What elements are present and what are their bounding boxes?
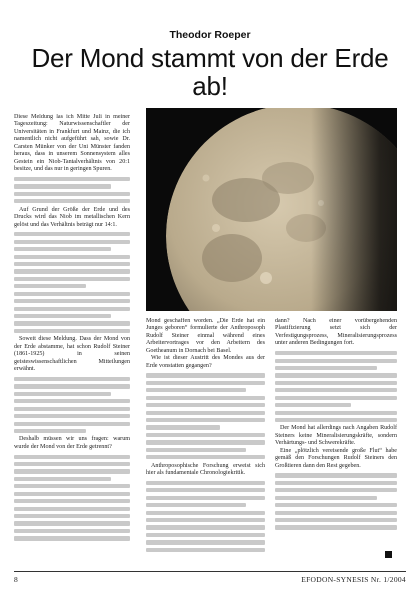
paragraph: Anthroposophische Forschung erweist sich hier als fundamentale Chronologiekritik. — [146, 462, 265, 477]
article-headline: Der Mond stammt von der Erde ab! — [31, 43, 389, 101]
article-column-3 — [275, 318, 397, 564]
paragraph: Auf Grund der Größe der Erde und des Drucks wird das Niob im metallischen Kern gelöst und das Verhältnis beträgt nur 14:1. — [14, 206, 130, 228]
paragraph: Eine „plötzlich vereisende große Flut“ habe gemäß den Forschungen Rudolf Steiners den Großtieren dann den Rest gegeben. — [275, 447, 397, 469]
article-column-2 — [146, 318, 265, 564]
page-number: 8 — [14, 575, 18, 584]
paragraph: Der Mond hat allerdings nach Angaben Rudolf Steiners keine Mineralisierungskräfte, sondern Verhärtungs- und Schwerekräfte. — [275, 425, 397, 447]
article-column-1 — [14, 114, 130, 564]
article-end-mark — [385, 551, 392, 558]
paragraph: Diese Meldung las ich Mitte Juli in meiner Tageszeitung: Naturwissenschaftler der Universitäten in Frankfurt und Mainz, die ich namentlich nicht aufgeführt sah, sowie Dr. Carsten Münker von der Uni Münster fanden heraus, dass in unserem Sonnensystem alles Gestein ein Niob-Tantalverhältnis von 20:1 besitze, und das nur in geringen Spuren. — [14, 114, 130, 173]
author-name: Theodor Roeper — [169, 29, 251, 41]
paragraph: dann? Nach einer vorübergehenden Plastifizierung setzt sich der Verfestigungsprozess, Mineralisierungsprozess unter anderen Bedingungen fort. — [275, 318, 397, 347]
paragraph: Deshalb müssen wir uns fragen: warum wurde der Mond von der Erde getrennt? — [14, 436, 130, 450]
moon-photograph — [146, 108, 397, 311]
footer-divider — [14, 571, 406, 572]
paragraph: Mond geschaffen worden. „Die Erde hat ein Junges geboren“ formulierte der Anthroposoph Rudolf Steiner einmal während eines Arbeitervortrages vor den Arbeitern des Goetheanum in Dornach bei Basel. — [146, 318, 265, 354]
journal-issue: EFODON-SYNESIS Nr. 1/2004 — [301, 575, 406, 584]
paragraph: Wie ist dieser Austritt des Mondes aus der Erde vonstatten gegangen? — [146, 355, 265, 369]
moon-image — [146, 108, 397, 311]
paragraph: Soweit diese Meldung. Dass der Mond von der Erde abstamme, hat schon Rudolf Steiner (1861-1925) in seinen geisteswissenschaftlichen Mitteilungen erwähnt. — [14, 336, 130, 373]
